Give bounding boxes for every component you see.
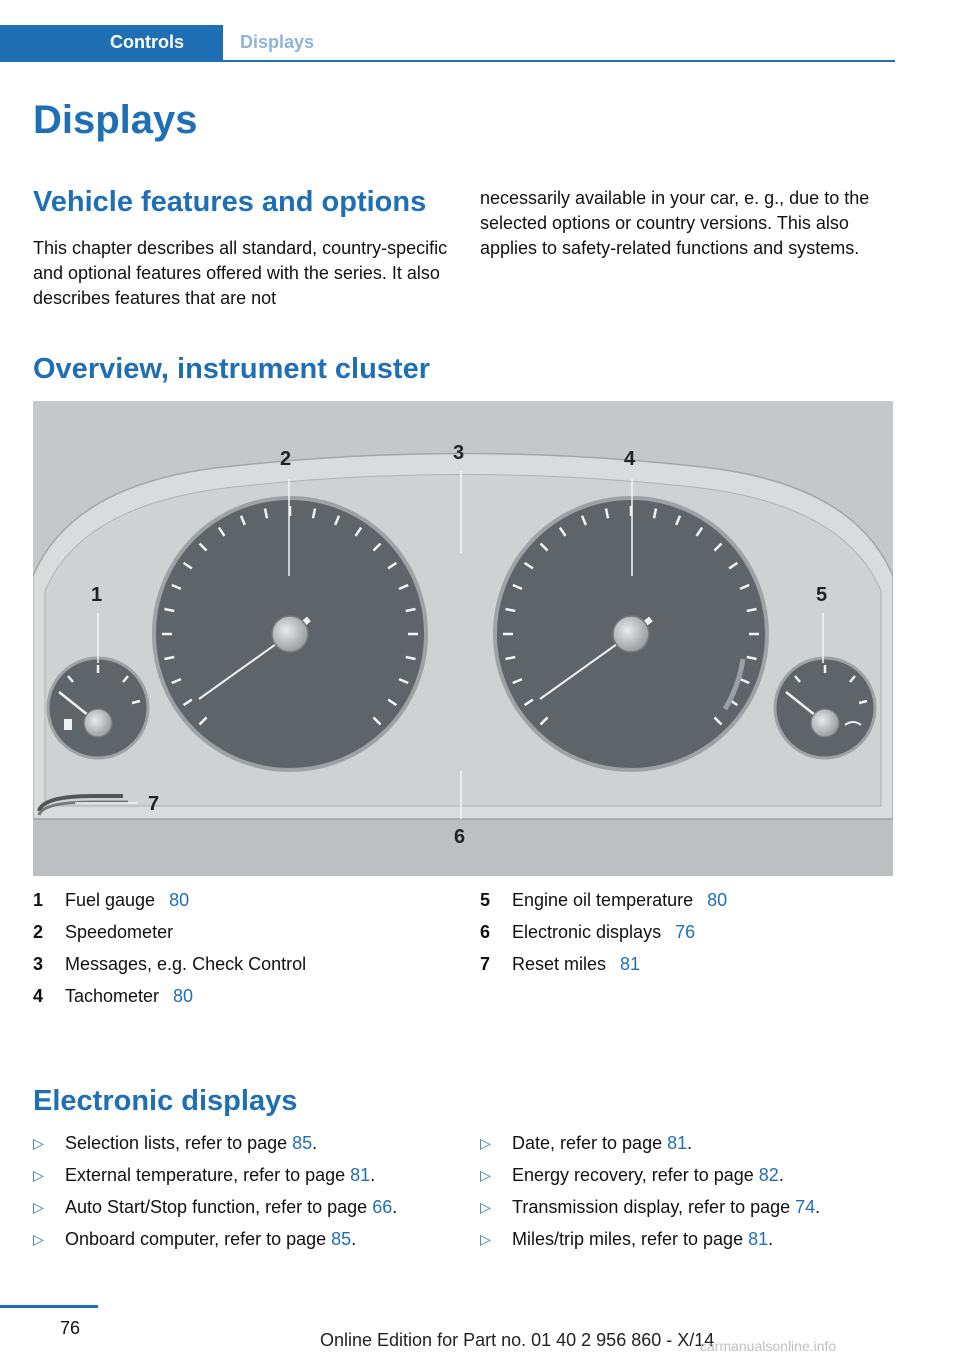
footer-edition-text: Online Edition for Part no. 01 40 2 956 860 - X/14 bbox=[320, 1330, 715, 1350]
bullet-triangle-icon: ▷ bbox=[480, 1231, 491, 1247]
callout-6: 6 bbox=[454, 826, 466, 848]
bullet-triangle-icon: ▷ bbox=[480, 1135, 491, 1151]
legend-left bbox=[33, 884, 453, 1012]
page-number-rule bbox=[0, 1305, 98, 1308]
legend-item: 1 Fuel gauge 80 bbox=[33, 884, 453, 916]
page-ref-link[interactable]: 66 bbox=[372, 1197, 393, 1217]
watermark: carmanualsonline.info bbox=[700, 1338, 837, 1354]
bullet-triangle-icon: ▷ bbox=[480, 1167, 491, 1183]
legend-right bbox=[480, 884, 895, 980]
page-ref-link[interactable]: 80 bbox=[169, 890, 190, 910]
legend-item: 5 Engine oil temperature 80 bbox=[480, 884, 895, 916]
speedometer-dial bbox=[154, 498, 426, 770]
page-ref-link[interactable]: 85 bbox=[292, 1133, 313, 1153]
tab-controls[interactable]: Controls bbox=[0, 25, 223, 60]
list-item: ▷ Miles/trip miles, refer to page 81. bbox=[480, 1223, 895, 1255]
tachometer-dial bbox=[495, 498, 767, 770]
page-ref-link[interactable]: 81 bbox=[620, 954, 641, 974]
page-ref-link[interactable]: 85 bbox=[331, 1229, 352, 1249]
page-title: Displays bbox=[33, 98, 198, 142]
section-heading-electronic-displays: Electronic displays bbox=[33, 1085, 298, 1117]
bullet-triangle-icon: ▷ bbox=[33, 1199, 44, 1215]
tab-bar bbox=[0, 25, 895, 62]
intro-paragraph-left: This chapter describes all standard, country-specific and optional features offered with the series. It also describes features that are not bbox=[33, 238, 448, 308]
bullet-triangle-icon: ▷ bbox=[33, 1167, 44, 1183]
list-item: ▷ Auto Start/Stop function, refer to page 66. bbox=[33, 1191, 453, 1223]
page-number: 76 bbox=[60, 1318, 81, 1338]
list-item: ▷ Onboard computer, refer to page 85. bbox=[33, 1223, 453, 1255]
page-ref-link[interactable]: 80 bbox=[173, 986, 194, 1006]
callout-3: 3 bbox=[453, 442, 465, 464]
legend-item: 3 Messages, e.g. Check Control bbox=[33, 954, 307, 974]
callout-2: 2 bbox=[280, 448, 292, 470]
page-ref-link[interactable]: 82 bbox=[758, 1165, 779, 1185]
page-ref-link[interactable]: 74 bbox=[795, 1197, 816, 1217]
fuel-gauge-dial bbox=[48, 658, 148, 758]
bullet-list-right bbox=[480, 1127, 895, 1255]
section-heading-instrument-cluster: Overview, instrument cluster bbox=[33, 353, 431, 385]
oil-temperature-dial bbox=[775, 658, 875, 758]
list-item: ▷ External temperature, refer to page 81. bbox=[33, 1159, 453, 1191]
callout-1: 1 bbox=[91, 584, 103, 606]
callout-4: 4 bbox=[624, 448, 636, 470]
bullet-triangle-icon: ▷ bbox=[33, 1135, 44, 1151]
list-item: ▷ Date, refer to page 81. bbox=[480, 1127, 895, 1159]
legend-item: 6 Electronic displays 76 bbox=[480, 916, 895, 948]
page-ref-link[interactable]: 80 bbox=[707, 890, 728, 910]
callout-5: 5 bbox=[816, 584, 828, 606]
list-item: ▷ Energy recovery, refer to page 82. bbox=[480, 1159, 895, 1191]
page-ref-link[interactable]: 76 bbox=[675, 922, 696, 942]
bullet-triangle-icon: ▷ bbox=[480, 1199, 491, 1215]
legend-item: 7 Reset miles 81 bbox=[480, 948, 895, 980]
tab-displays[interactable]: Displays bbox=[240, 32, 315, 52]
legend-item: 4 Tachometer 80 bbox=[33, 980, 453, 1012]
bullet-triangle-icon: ▷ bbox=[33, 1231, 44, 1247]
list-item: ▷ Selection lists, refer to page 85. bbox=[33, 1127, 453, 1159]
fuel-pump-icon bbox=[64, 719, 72, 730]
section-heading-vehicle-features: Vehicle features and options bbox=[33, 186, 427, 218]
page-ref-link[interactable]: 81 bbox=[748, 1229, 769, 1249]
bullet-list-left bbox=[33, 1127, 453, 1255]
page-ref-link[interactable]: 81 bbox=[667, 1133, 688, 1153]
page-ref-link[interactable]: 81 bbox=[350, 1165, 371, 1185]
callout-7: 7 bbox=[148, 793, 160, 815]
list-item: ▷ Transmission display, refer to page 74. bbox=[480, 1191, 895, 1223]
instrument-cluster-illustration bbox=[33, 401, 893, 876]
intro-paragraph-right: necessarily available in your car, e. g., due to the selected options or country versions. This also applies to safety-related functions and systems. bbox=[480, 188, 870, 258]
legend-item: 2 Speedometer bbox=[33, 922, 174, 942]
